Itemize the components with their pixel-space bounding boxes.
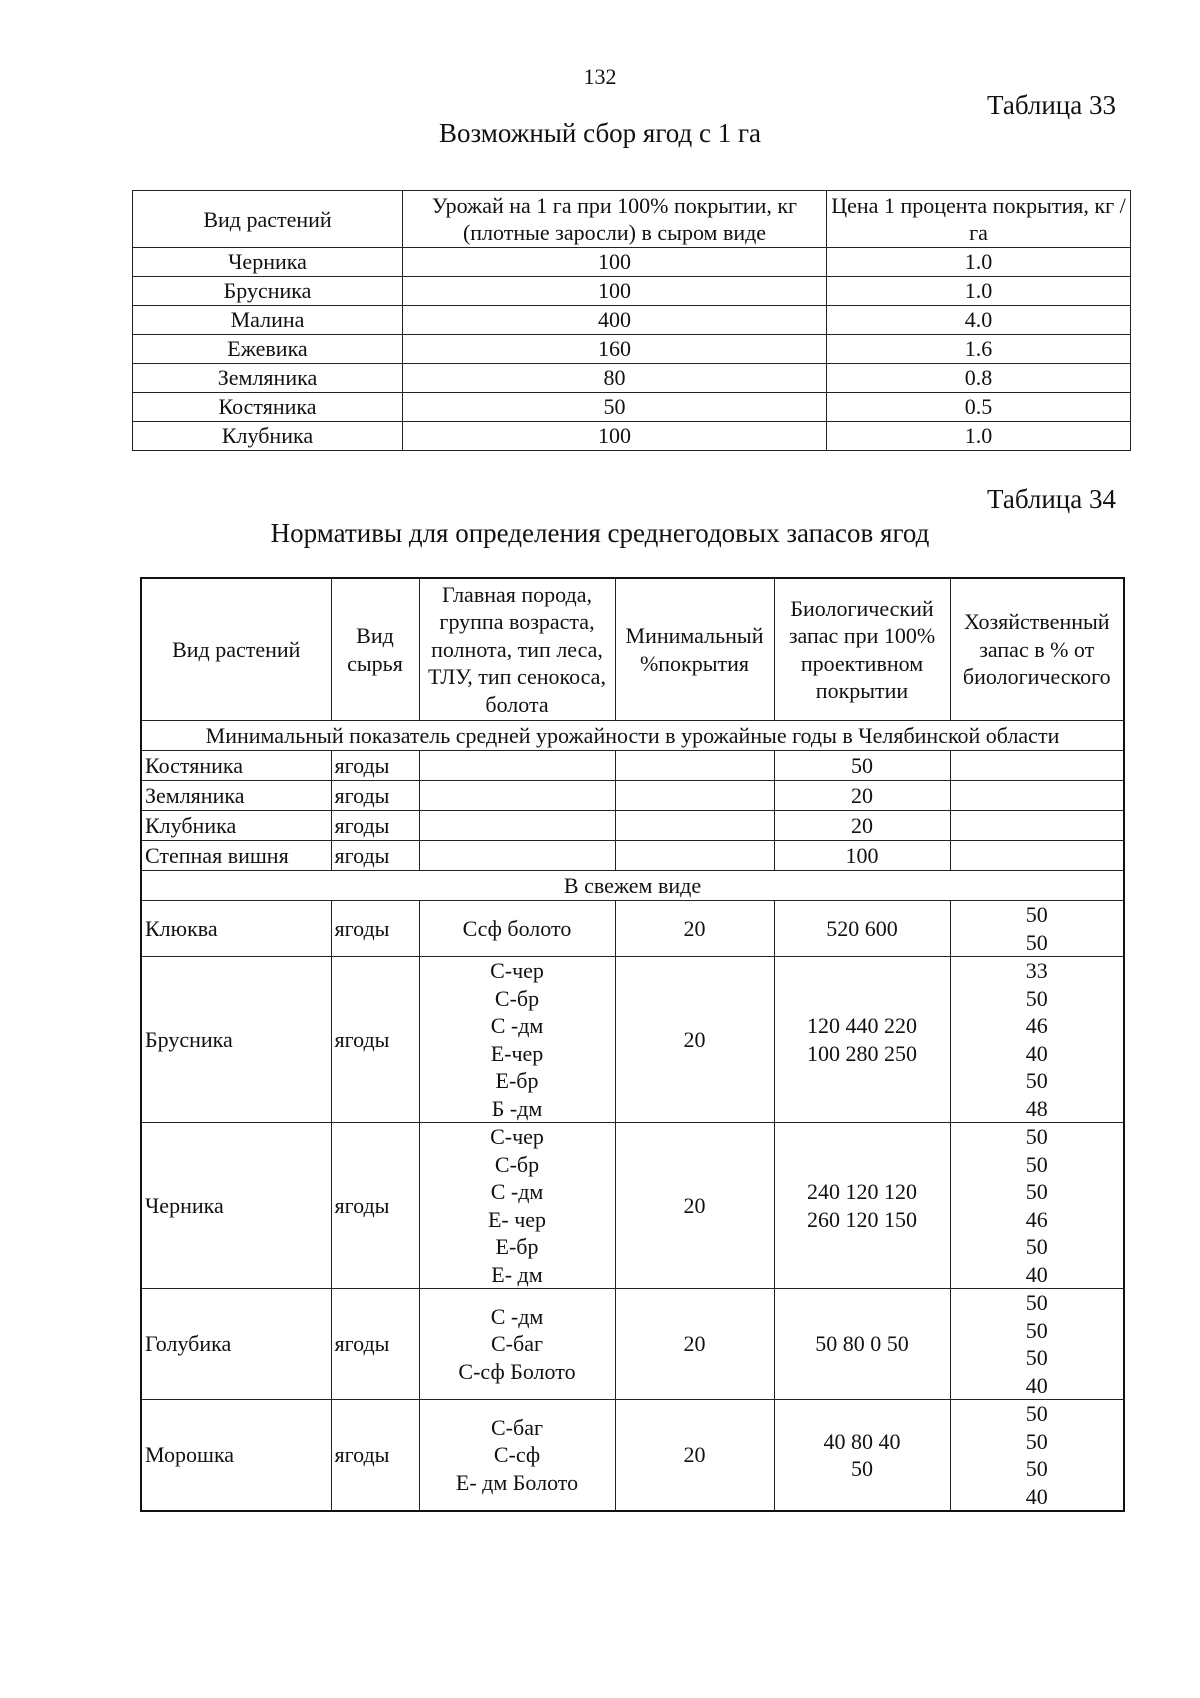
bio-stock-cell (774, 957, 950, 1123)
econ-stock-cell-line: 50 (1025, 1428, 1048, 1454)
table-cell: 0.5 (827, 393, 1131, 422)
econ-stock-cell-line: 50 (1025, 929, 1048, 955)
min-cover-cell: 20 (615, 957, 774, 1123)
raw-type-cell: ягоды (331, 901, 419, 957)
table34-section-title: В свежем виде (141, 871, 1124, 901)
min-cover-cell: 20 (615, 1289, 774, 1400)
plant-name-cell: Голубика (141, 1289, 331, 1400)
plant-name-cell: Черника (141, 1123, 331, 1289)
bio-value-cell: 20 (774, 811, 950, 841)
econ-stock-cell-line: 50 (1025, 1151, 1048, 1177)
empty-cell (950, 781, 1124, 811)
table-cell: 4.0 (827, 306, 1131, 335)
table-cell: 80 (403, 364, 827, 393)
empty-cell (615, 751, 774, 781)
forest-type-cell (419, 1289, 615, 1400)
plant-name-cell: Брусника (141, 957, 331, 1123)
econ-stock-cell-line: 50 (1025, 902, 1048, 927)
table-row (141, 1289, 1124, 1400)
empty-cell (419, 811, 615, 841)
table34-header-cell: Биологический запас при 100% проективном покрытии (774, 578, 950, 721)
forest-type-cell-line: Е- чер (487, 1206, 547, 1232)
table33-caption: Таблица 33 (987, 90, 1116, 120)
plant-name-cell: Клюква (141, 901, 331, 957)
table-row (141, 841, 1124, 871)
empty-cell (419, 781, 615, 811)
table-cell: 100 (403, 277, 827, 306)
table34-section-row (141, 721, 1124, 751)
table33-title: Возможный сбор ягод с 1 га (438, 118, 762, 148)
table-row (133, 277, 1131, 306)
econ-stock-cell (950, 901, 1124, 957)
forest-type-cell (419, 901, 615, 957)
raw-type-cell: ягоды (331, 841, 419, 871)
table-row (133, 306, 1131, 335)
table-cell: 1.0 (827, 277, 1131, 306)
econ-stock-cell-line: 50 (1025, 1290, 1048, 1315)
empty-cell (950, 811, 1124, 841)
empty-cell (615, 811, 774, 841)
table-cell: Брусника (133, 277, 403, 306)
table-row (141, 781, 1124, 811)
raw-type-cell: ягоды (331, 1123, 419, 1289)
forest-type-cell-line: С-баг (491, 1414, 543, 1440)
table-row (141, 811, 1124, 841)
min-cover-cell: 20 (615, 1123, 774, 1289)
table33 (132, 190, 1131, 451)
table-cell: 100 (403, 248, 827, 277)
plant-name-cell: Степная вишня (141, 841, 331, 871)
table-cell: Земляника (133, 364, 403, 393)
bio-stock-cell (774, 1289, 950, 1400)
bio-stock-cell-line: 100 280 250 (807, 1040, 917, 1066)
empty-cell (615, 841, 774, 871)
table-cell: 1.0 (827, 422, 1131, 451)
forest-type-cell (419, 1123, 615, 1289)
empty-cell (419, 841, 615, 871)
forest-type-cell-line: Ссф болото (462, 915, 572, 941)
table-cell: Малина (133, 306, 403, 335)
econ-stock-cell (950, 957, 1124, 1123)
bio-value-cell: 100 (774, 841, 950, 871)
bio-stock-cell-line: 260 120 150 (807, 1206, 917, 1232)
econ-stock-cell-line: 46 (1025, 1013, 1048, 1038)
plant-name-cell: Земляника (141, 781, 331, 811)
forest-type-cell-line: С -дм (490, 1303, 544, 1329)
bio-value-cell: 50 (774, 751, 950, 781)
table34 (140, 577, 1125, 1512)
empty-cell (950, 751, 1124, 781)
econ-stock-cell-line: 50 (1025, 1234, 1048, 1259)
forest-type-cell-line: С-бр (494, 985, 540, 1011)
table-row (133, 335, 1131, 364)
empty-cell (950, 841, 1124, 871)
table34-section-row (141, 871, 1124, 901)
forest-type-cell-line: Е-бр (495, 1068, 539, 1093)
raw-type-cell: ягоды (331, 751, 419, 781)
bio-stock-cell-line: 50 80 0 50 (815, 1331, 909, 1357)
econ-stock-cell-line: 46 (1025, 1206, 1048, 1232)
table-row (141, 1400, 1124, 1512)
table-row (133, 393, 1131, 422)
forest-type-cell-line: Е-чер (490, 1040, 544, 1066)
forest-type-cell-line: С-чер (490, 1124, 544, 1149)
econ-stock-cell-line: 40 (1025, 1483, 1048, 1509)
table34-header-row (141, 578, 1124, 721)
table34-header-cell: Вид сырья (331, 578, 419, 721)
econ-stock-cell-line: 50 (1025, 1068, 1048, 1093)
table-row (133, 364, 1131, 393)
table-cell: Клубника (133, 422, 403, 451)
forest-type-cell-line: Б -дм (491, 1095, 543, 1121)
plant-name-cell: Клубника (141, 811, 331, 841)
forest-type-cell (419, 1400, 615, 1512)
forest-type-cell-line: С-сф (493, 1442, 541, 1468)
min-cover-cell: 20 (615, 901, 774, 957)
table34-title: Нормативы для определения среднегодовых запасов ягод (270, 518, 930, 548)
econ-stock-cell (950, 1123, 1124, 1289)
table34-header-cell: Хозяйственный запас в % от биологического (950, 578, 1124, 721)
econ-stock-cell-line: 40 (1025, 1261, 1048, 1287)
forest-type-cell-line: С-сф Болото (458, 1358, 576, 1384)
forest-type-cell (419, 957, 615, 1123)
empty-cell (615, 781, 774, 811)
forest-type-cell-line: С -дм (490, 1179, 544, 1204)
table34-caption: Таблица 34 (987, 484, 1116, 514)
table33-header-cell: Цена 1 процента покрытия, кг /га (827, 191, 1131, 248)
table-cell: 100 (403, 422, 827, 451)
bio-stock-cell-line: 240 120 120 (807, 1179, 917, 1204)
table33-header-cell: Урожай на 1 га при 100% покрытии, кг (плотные заросли) в сыром виде (403, 191, 827, 248)
table-cell: 1.0 (827, 248, 1131, 277)
plant-name-cell: Морошка (141, 1400, 331, 1512)
forest-type-cell-line: С -дм (490, 1013, 544, 1038)
econ-stock-cell-line: 40 (1025, 1372, 1048, 1398)
table-cell: Черника (133, 248, 403, 277)
econ-stock-cell-line: 33 (1025, 958, 1048, 983)
table-cell: 400 (403, 306, 827, 335)
table-row (141, 1123, 1124, 1289)
table-row (133, 422, 1131, 451)
bio-stock-cell-line: 120 440 220 (807, 1013, 917, 1038)
econ-stock-cell-line: 50 (1025, 1345, 1048, 1370)
empty-cell (419, 751, 615, 781)
table-cell: 160 (403, 335, 827, 364)
econ-stock-cell (950, 1289, 1124, 1400)
table-cell: Ежевика (133, 335, 403, 364)
raw-type-cell: ягоды (331, 781, 419, 811)
econ-stock-cell-line: 40 (1025, 1040, 1048, 1066)
bio-stock-cell-line: 520 600 (826, 915, 898, 941)
plant-name-cell: Костяника (141, 751, 331, 781)
forest-type-cell-line: Е- дм (491, 1261, 543, 1287)
raw-type-cell: ягоды (331, 1289, 419, 1400)
table34-header-cell: Минимальный %покрытия (615, 578, 774, 721)
table-row (141, 901, 1124, 957)
econ-stock-cell-line: 50 (1025, 1401, 1048, 1426)
forest-type-cell-line: Е-бр (495, 1234, 539, 1259)
table34-header-cell: Вид растений (141, 578, 331, 721)
econ-stock-cell-line: 50 (1025, 1317, 1048, 1343)
econ-stock-cell-line: 50 (1025, 1456, 1048, 1481)
econ-stock-cell-line: 50 (1025, 1179, 1048, 1204)
table34-header-cell: Главная порода, группа возраста, полнота, тип леса, ТЛУ, тип сенокоса, болота (419, 578, 615, 721)
bio-stock-cell (774, 1123, 950, 1289)
econ-stock-cell-line: 50 (1025, 985, 1048, 1011)
forest-type-cell-line: С-бр (494, 1151, 540, 1177)
raw-type-cell: ягоды (331, 957, 419, 1123)
raw-type-cell: ягоды (331, 811, 419, 841)
table-row (141, 751, 1124, 781)
table-cell: 1.6 (827, 335, 1131, 364)
page-number: 132 (583, 64, 617, 89)
table-row (141, 957, 1124, 1123)
forest-type-cell-line: Е- дм Болото (455, 1469, 579, 1495)
table-cell: Костяника (133, 393, 403, 422)
table33-header-cell: Вид растений (133, 191, 403, 248)
table-row (133, 248, 1131, 277)
bio-stock-cell-line: 50 (851, 1456, 873, 1481)
bio-stock-cell-line: 40 80 40 (823, 1428, 901, 1454)
raw-type-cell: ягоды (331, 1400, 419, 1512)
forest-type-cell-line: С-чер (490, 958, 544, 983)
table34-section-title: Минимальный показатель средней урожайности в урожайные годы в Челябинской области (141, 721, 1124, 751)
bio-value-cell: 20 (774, 781, 950, 811)
min-cover-cell: 20 (615, 1400, 774, 1512)
bio-stock-cell (774, 901, 950, 957)
econ-stock-cell-line: 50 (1025, 1124, 1048, 1149)
forest-type-cell-line: С-баг (491, 1331, 543, 1357)
econ-stock-cell (950, 1400, 1124, 1512)
bio-stock-cell (774, 1400, 950, 1512)
table33-header-row (133, 191, 1131, 248)
econ-stock-cell-line: 48 (1025, 1095, 1048, 1121)
table-cell: 50 (403, 393, 827, 422)
table-cell: 0.8 (827, 364, 1131, 393)
